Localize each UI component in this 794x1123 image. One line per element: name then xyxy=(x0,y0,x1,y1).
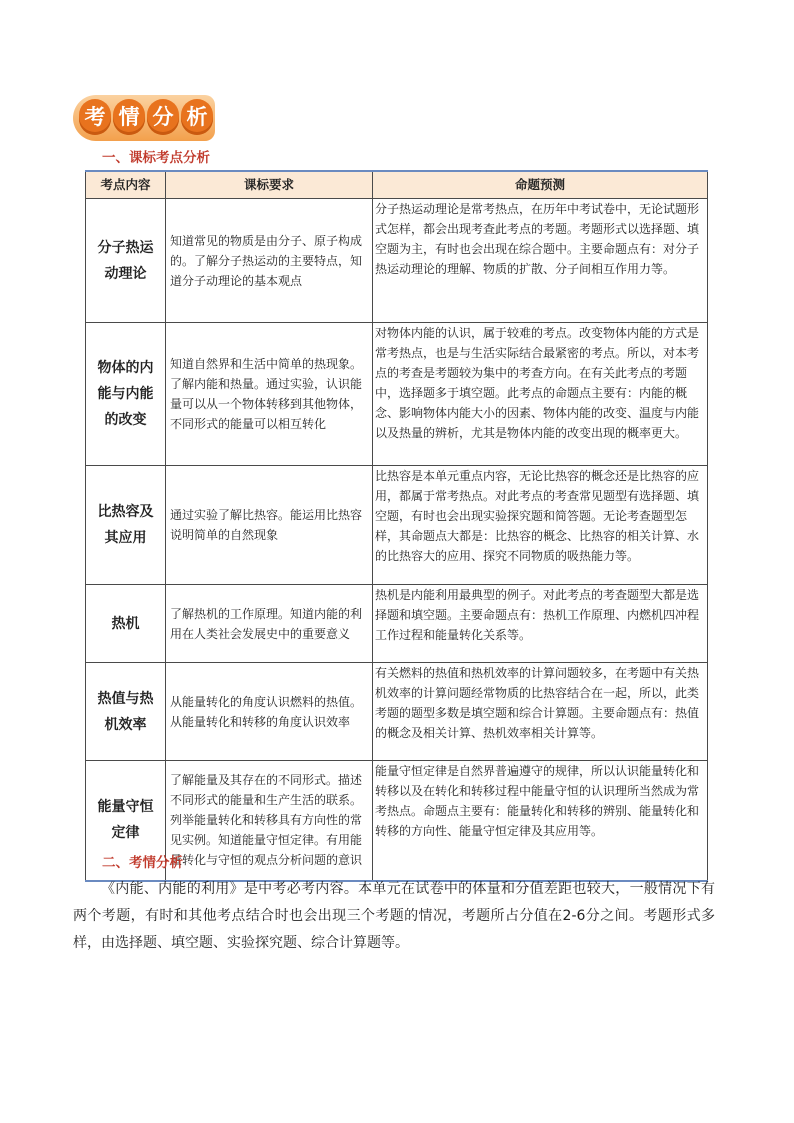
banner-char: 情 xyxy=(113,99,145,135)
requirement-cell: 了解能量及其存在的不同形式。描述不同形式的能量和生产生活的联系。列举能量转化和转移具有方向性的常见实例。知道能量守恒定律。有用能量转化与守恒的观点分析问题的意识 xyxy=(166,761,373,881)
table-row xyxy=(86,466,708,585)
section-banner xyxy=(73,95,215,141)
analysis-paragraph: 《内能、内能的利用》是中考必考内容。本单元在试卷中的体量和分值差距也较大，一般情况下有两个考题，有时和其他考点结合时也会出现三个考题的情况，考题所占分值在2-6分之间。考题形式多样，由选择题、填空题、实验探究题、综合计算题等。 xyxy=(73,881,715,951)
banner-chars xyxy=(79,99,213,135)
section-title-1: 一、课标考点分析 xyxy=(102,150,210,166)
table-header-row xyxy=(86,171,708,199)
prediction-cell: 有关燃料的热值和热机效率的计算问题较多，在考题中有关热机效率的计算问题经常物质的比热容结合在一起，所以，此类考题的题型多数是填空题和综合计算题。主要命题点有：热值的概念及相关计算、热机效率相关计算等。 xyxy=(373,663,708,761)
requirement-cell: 知道自然界和生活中简单的热现象。了解内能和热量。通过实验，认识能量可以从一个物体转移到其他物体，不同形式的能量可以相互转化 xyxy=(166,323,373,466)
table-row xyxy=(86,323,708,466)
banner-char: 考 xyxy=(79,99,111,135)
requirement-cell: 了解热机的工作原理。知道内能的利用在人类社会发展史中的重要意义 xyxy=(166,585,373,663)
section-title-2: 二、考情分析 xyxy=(102,855,183,871)
topic-cell: 物体的内能与内能的改变 xyxy=(86,323,166,466)
prediction-cell: 对物体内能的认识，属于较难的考点。改变物体内能的方式是常考热点，也是与生活实际结合最紧密的考点。所以，对本考点的考查是考题较为集中的考查方向。在有关此考点的考题中，选择题多于填空题。此考点的命题点主要有：内能的概念、影响物体内能大小的因素、物体内能的改变、温度与内能以及热量的辨析，尤其是物体内能的改变出现的概率更大。 xyxy=(373,323,708,466)
prediction-cell: 能量守恒定律是自然界普遍遵守的规律，所以认识能量转化和转移以及在转化和转移过程中能量守恒的认识理所当然成为常考热点。命题点主要有：能量转化和转移的辨别、能量转化和转移的方向性、能量守恒定律及其应用等。 xyxy=(373,761,708,881)
topic-cell: 比热容及其应用 xyxy=(86,466,166,585)
header-prediction: 命题预测 xyxy=(373,171,708,199)
table-row xyxy=(86,663,708,761)
topic-cell: 能量守恒定律 xyxy=(86,761,166,881)
banner-char: 分 xyxy=(147,99,179,135)
topic-cell: 热机 xyxy=(86,585,166,663)
prediction-cell: 比热容是本单元重点内容，无论比热容的概念还是比热容的应用，都属于常考热点。对此考点的考查常见题型有选择题、填空题，有时也会出现实验探究题和简答题。无论考查题型怎样，其命题点大都是：比热容的概念、比热容的相关计算、水的比热容大的应用、探究不同物质的吸热能力等。 xyxy=(373,466,708,585)
curriculum-table xyxy=(85,170,707,882)
prediction-cell: 热机是内能利用最典型的例子。对此考点的考查题型大都是选择题和填空题。主要命题点有：热机工作原理、内燃机四冲程工作过程和能量转化关系等。 xyxy=(373,585,708,663)
header-requirement: 课标要求 xyxy=(166,171,373,199)
requirement-cell: 知道常见的物质是由分子、原子构成的。了解分子热运动的主要特点，知道分子动理论的基本观点 xyxy=(166,199,373,323)
table-row xyxy=(86,585,708,663)
prediction-cell: 分子热运动理论是常考热点，在历年中考试卷中，无论试题形式怎样，都会出现考查此考点的考题。考题形式以选择题、填空题为主，有时也会出现在综合题中。主要命题点有：对分子热运动理论的理解、物质的扩散、分子间相互作用力等。 xyxy=(373,199,708,323)
header-topic: 考点内容 xyxy=(86,171,166,199)
topic-cell: 分子热运动理论 xyxy=(86,199,166,323)
banner-char: 析 xyxy=(181,99,213,135)
requirement-cell: 通过实验了解比热容。能运用比热容说明简单的自然现象 xyxy=(166,466,373,585)
requirement-cell: 从能量转化的角度认识燃料的热值。从能量转化和转移的角度认识效率 xyxy=(166,663,373,761)
topic-cell: 热值与热机效率 xyxy=(86,663,166,761)
table-row xyxy=(86,199,708,323)
